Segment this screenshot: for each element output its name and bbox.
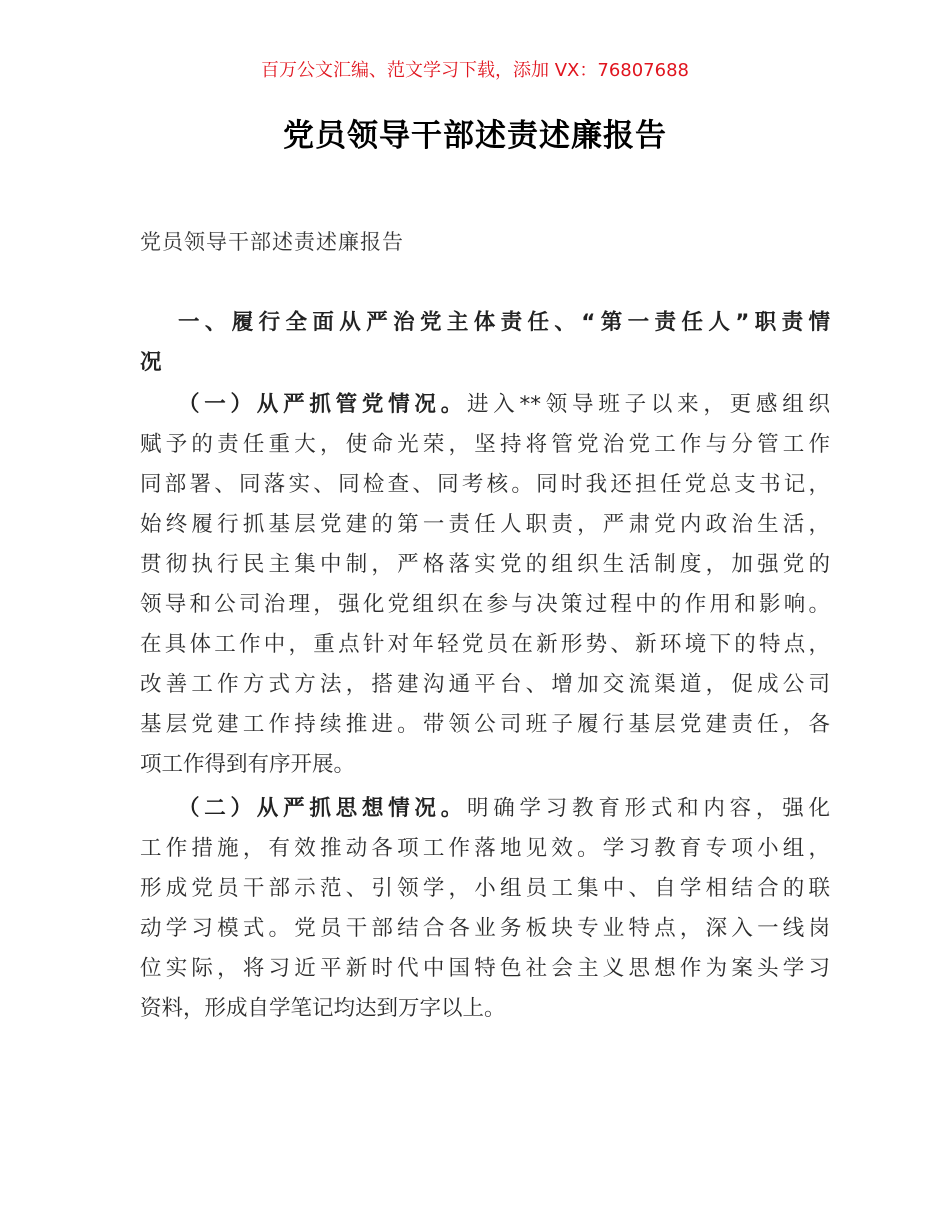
paragraph-ideology	[140, 789, 830, 1029]
heading-line: 一、履行全面从严治党主体责任、“第一责任人”职责情	[178, 310, 830, 335]
paragraph-line: 在具体工作中，重点针对年轻党员在新形势、新环境下的特点，	[140, 632, 830, 657]
section-heading-1	[140, 303, 830, 383]
paragraph-first-line	[140, 385, 830, 425]
paragraph-party-management	[140, 385, 830, 785]
paragraph-line: 贯彻执行民主集中制，严格落实党的组织生活制度，加强党的	[140, 552, 830, 577]
paragraph-line: 同部署、同落实、同检查、同考核。同时我还担任党总支书记，	[140, 472, 830, 497]
paragraph-line: 资料，形成自学笔记均达到万字以上。	[140, 996, 506, 1021]
document-subtitle: 党员领导干部述责述廉报告	[140, 230, 404, 254]
paragraph-line: 始终履行抓基层党建的第一责任人职责，严肃党内政治生活，	[140, 512, 830, 537]
heading-line: 况	[140, 350, 162, 375]
paragraph-text: 明确学习教育形式和内容，强化	[466, 796, 830, 821]
paragraph-line: 项工作得到有序开展。	[140, 752, 356, 777]
paragraph-line: 改善工作方式方法，搭建沟通平台、增加交流渠道，促成公司	[140, 672, 830, 697]
paragraph-text: 进入**领导班子以来，更感组织	[466, 392, 830, 417]
paragraph-line: 形成党员干部示范、引领学，小组员工集中、自学相结合的联	[140, 876, 830, 901]
paragraph-lead: （二）从严抓思想情况。	[178, 796, 467, 821]
paragraph-first-line	[140, 789, 830, 829]
paragraph-line: 位实际，将习近平新时代中国特色社会主义思想作为案头学习	[140, 956, 830, 981]
paragraph-lead: （一）从严抓管党情况。	[178, 392, 467, 417]
document-title: 党员领导干部述责述廉报告	[283, 118, 667, 154]
paragraph-line: 工作措施，有效推动各项工作落地见效。学习教育专项小组，	[140, 836, 830, 861]
paragraph-line: 领导和公司治理，强化党组织在参与决策过程中的作用和影响。	[140, 592, 830, 617]
watermark-banner: 百万公文汇编、范文学习下载，添加 VX：76807688	[261, 60, 689, 81]
paragraph-line: 动学习模式。党员干部结合各业务板块专业特点，深入一线岗	[140, 916, 830, 941]
paragraph-line: 基层党建工作持续推进。带领公司班子履行基层党建责任，各	[140, 712, 830, 737]
paragraph-line: 赋予的责任重大，使命光荣，坚持将管党治党工作与分管工作	[140, 432, 830, 457]
